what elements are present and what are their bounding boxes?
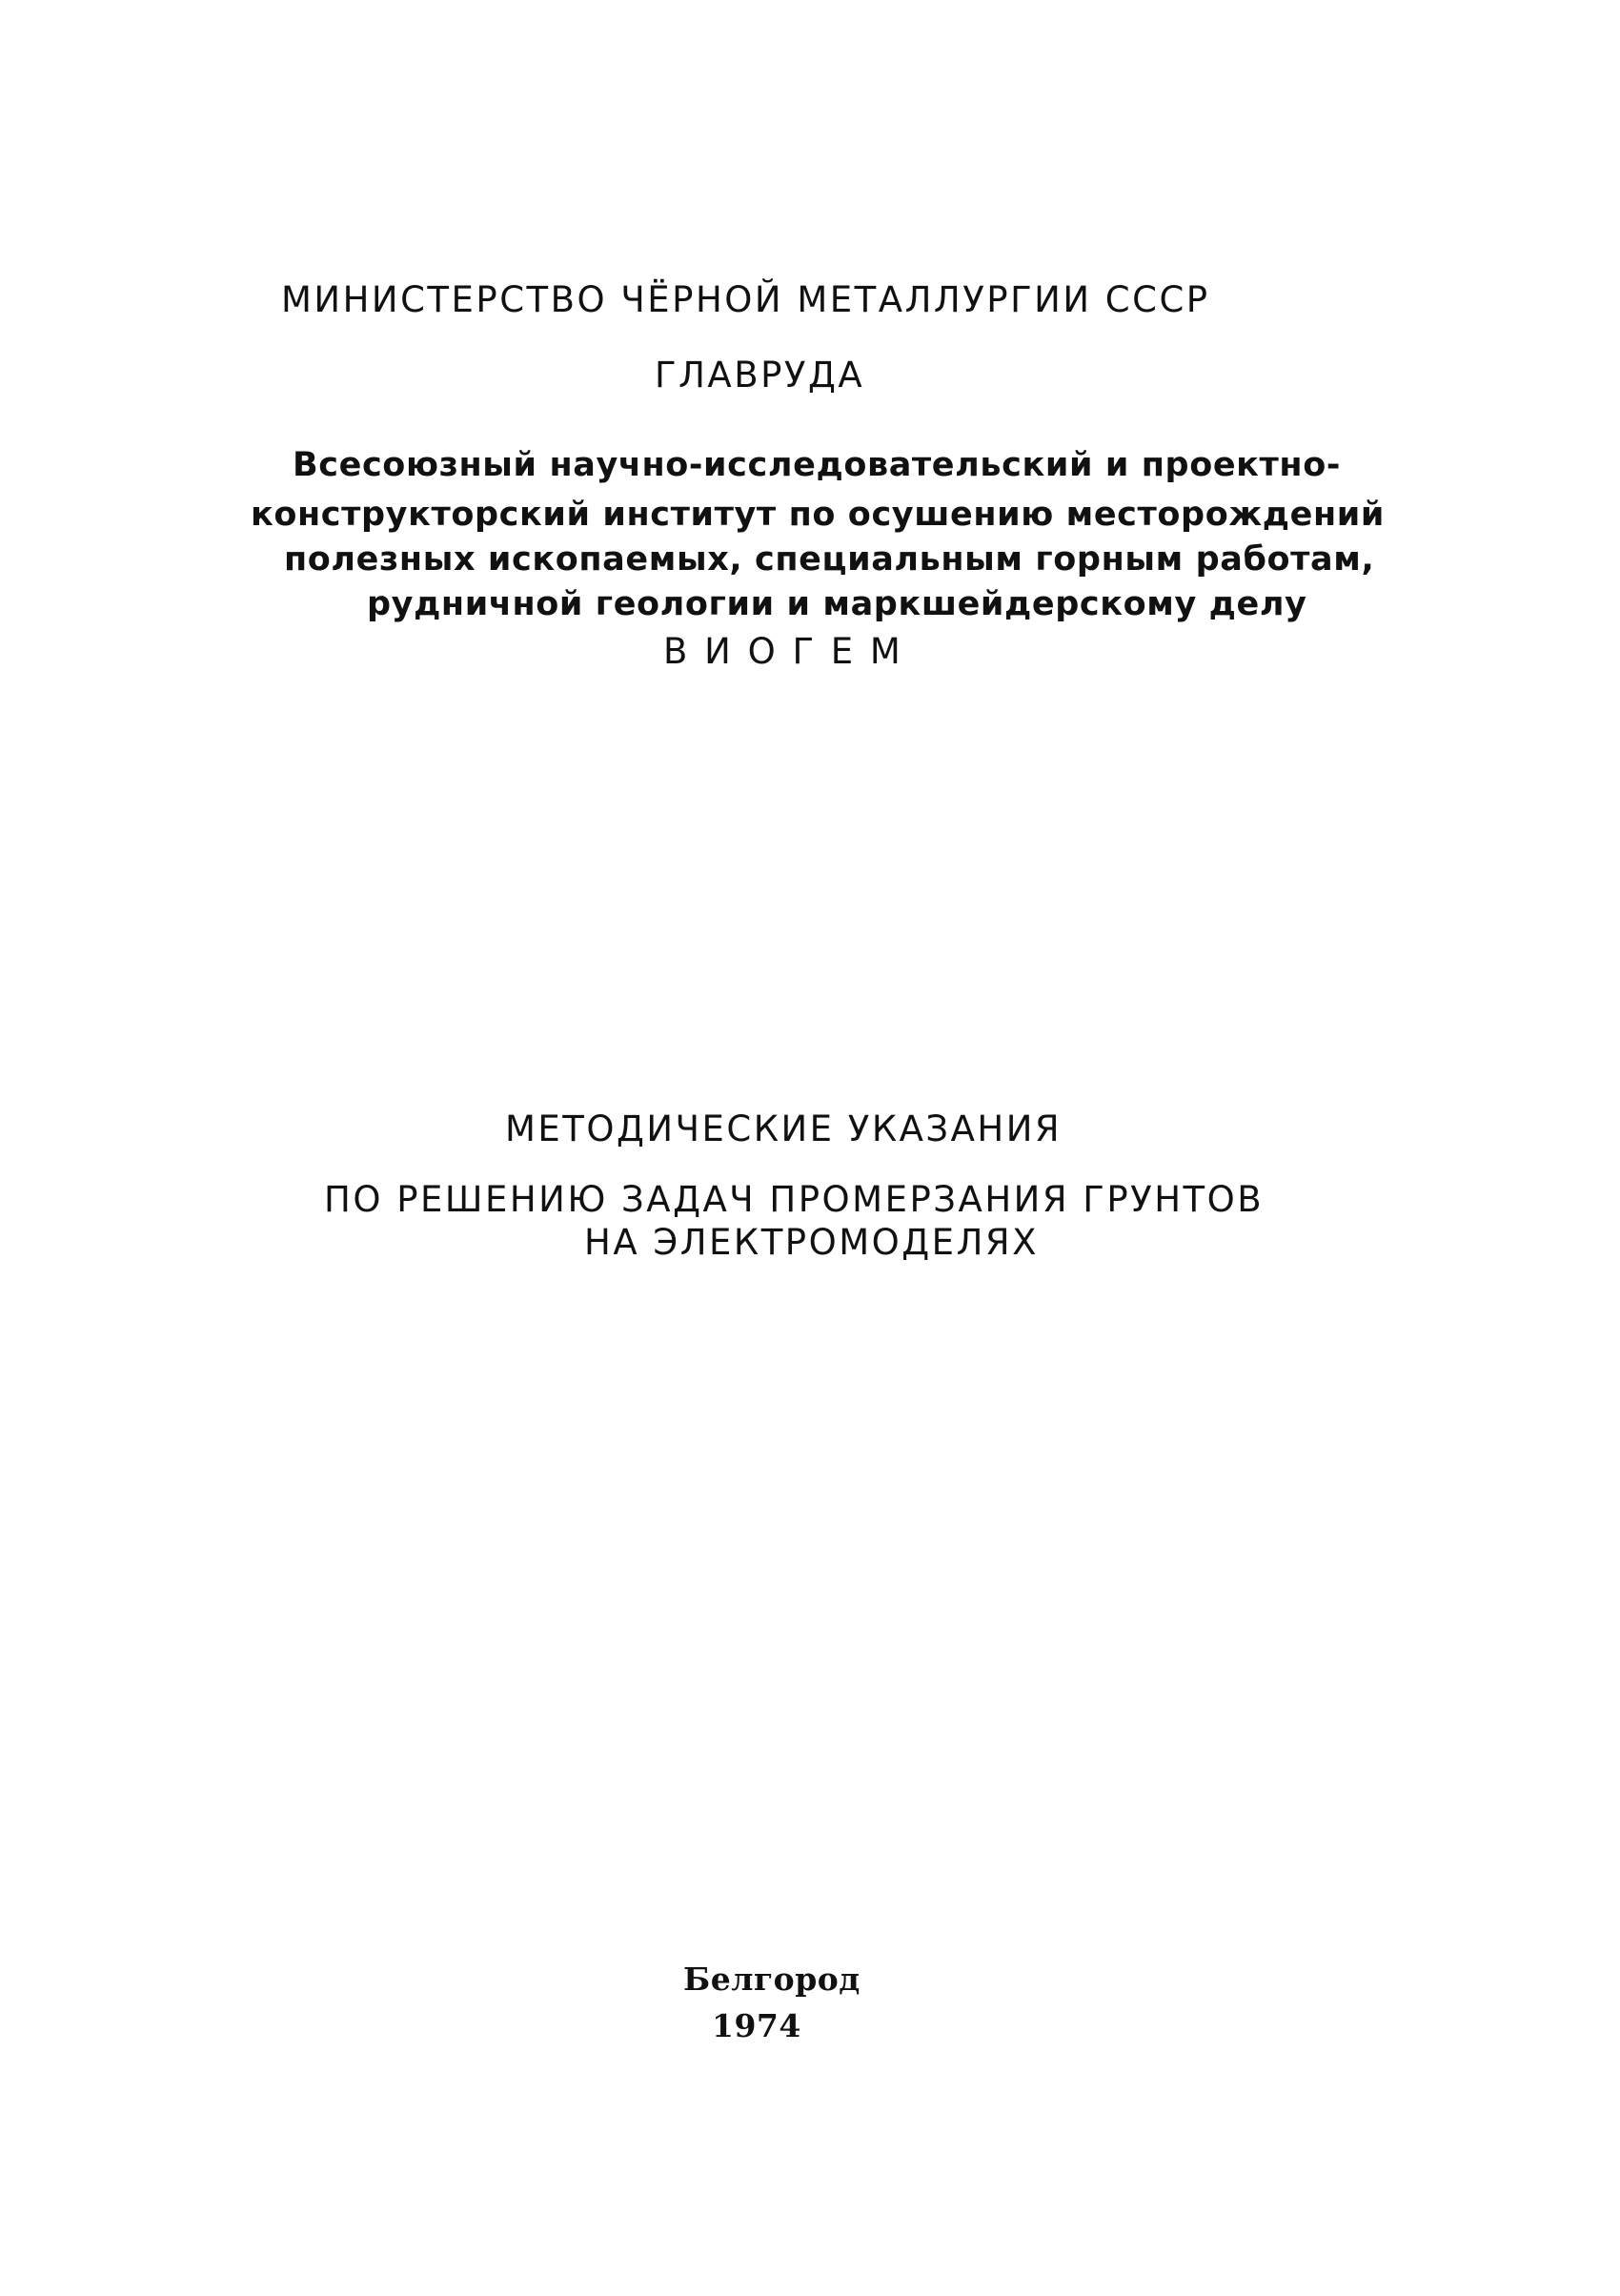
department-name: ГЛАВРУДА [655,355,865,396]
title-line-3: НА ЭЛЕКТРОМОДЕЛЯХ [584,1222,1039,1263]
publication-year: 1974 [712,2007,801,2044]
institute-abbreviation: В И О Г Е М [663,631,903,672]
title-line-1: МЕТОДИЧЕСКИЕ УКАЗАНИЯ [505,1108,1063,1149]
institute-line-3: полезных ископаемых, специальным горным работам, [284,540,1375,579]
ministry-name: МИНИСТЕРСТВО ЧЁРНОЙ МЕТАЛЛУРГИИ СССР [281,279,1210,320]
publication-city: Белгород [683,1961,861,1998]
title-line-2: ПО РЕШЕНИЮ ЗАДАЧ ПРОМЕРЗАНИЯ ГРУНТОВ [324,1179,1265,1220]
institute-line-1: Всесоюзный научно-исследовательский и проектно- [293,446,1341,484]
institute-line-4: рудничной геологии и маркшейдерскому делу [367,585,1307,623]
institute-line-2: конструкторский институт по осушению месторождений [251,496,1386,534]
